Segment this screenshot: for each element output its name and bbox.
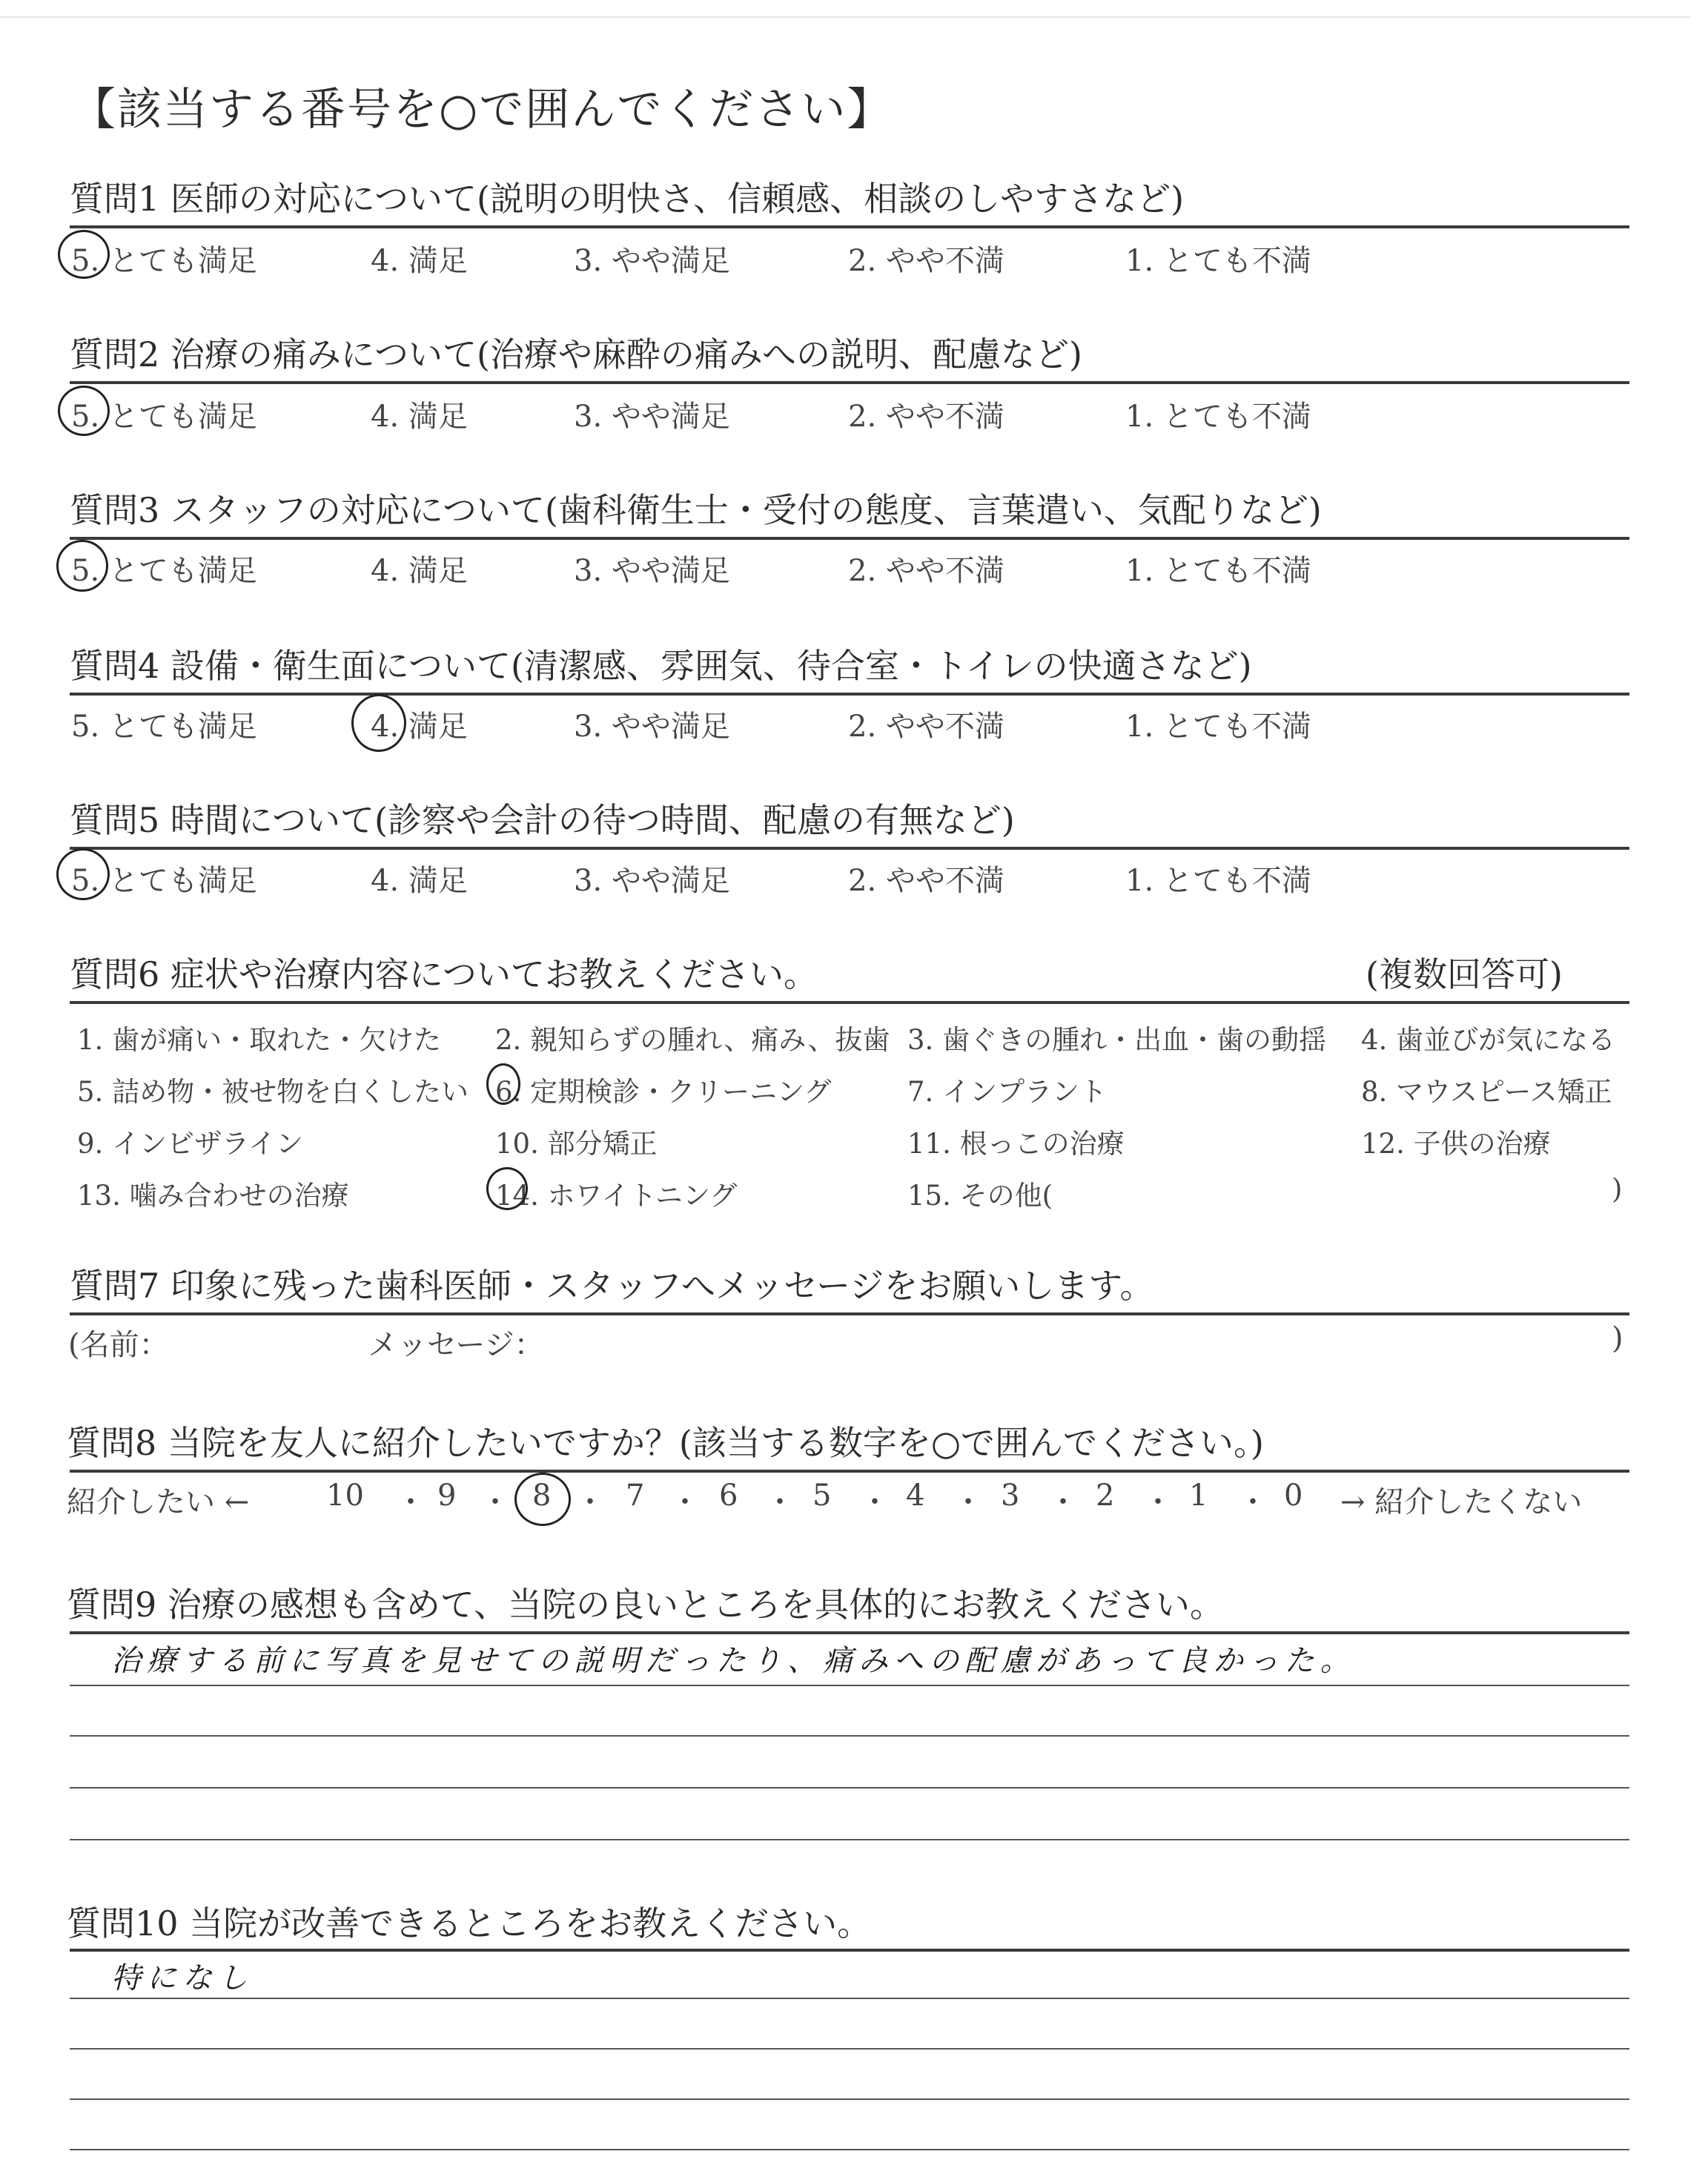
q8-dot: ・ [860, 1485, 890, 1519]
question-9-title: 質問9 治療の感想も含めて、当院の良いところを具体的にお教えください。 [67, 1585, 1224, 1625]
q9-answer-line [70, 1735, 1629, 1737]
scan-edge-line [0, 16, 1690, 18]
q6-item[interactable]: 4. 歯並びが気になる [1361, 1024, 1616, 1056]
q6-item[interactable]: 3. 歯ぐきの腫れ・出血・歯の動揺 [907, 1024, 1327, 1056]
q5-option-3[interactable]: 3. やや満足 [574, 864, 730, 898]
q8-dot: ・ [953, 1485, 983, 1519]
q6-item[interactable]: 10. 部分矯正 [495, 1128, 658, 1160]
q8-selection-circle [514, 1473, 571, 1526]
question-5-title: 質問5 時間について(診察や会計の待つ時間、配慮の有無など) [70, 800, 1015, 840]
q8-scale-value[interactable]: 1 [1189, 1479, 1208, 1513]
q3-option-4[interactable]: 4. 満足 [371, 554, 468, 588]
q1-option-5[interactable]: 5. とても満足 [71, 244, 257, 278]
q6-item[interactable]: 6. 定期検診・クリーニング [495, 1076, 832, 1108]
q4-selection-circle [351, 694, 406, 752]
q6-selection-circle-14 [486, 1167, 528, 1210]
q2-selection-circle [58, 386, 110, 436]
q1-option-1[interactable]: 1. とても不満 [1125, 244, 1311, 278]
question-8-rule [70, 1470, 1629, 1473]
question-3-title: 質問3 スタッフの対応について(歯科衛生士・受付の態度、言葉遣い、気配りなど) [70, 490, 1322, 530]
q8-dot: ・ [575, 1485, 605, 1519]
q6-item[interactable]: 13. 噛み合わせの治療 [77, 1180, 349, 1212]
q5-option-5[interactable]: 5. とても満足 [71, 864, 257, 898]
q6-other-close-paren: ) [1612, 1173, 1623, 1205]
q8-scale-value[interactable]: 6 [719, 1479, 738, 1513]
q3-option-2[interactable]: 2. やや不満 [848, 554, 1004, 588]
q1-option-2[interactable]: 2. やや不満 [848, 244, 1004, 278]
q8-dot: ・ [765, 1485, 795, 1519]
q9-answer-line [70, 1787, 1629, 1789]
q8-scale-value[interactable]: 0 [1284, 1479, 1303, 1513]
q6-selection-circle-6 [486, 1063, 520, 1105]
q8-scale-value[interactable]: 3 [1001, 1479, 1020, 1513]
question-7-title: 質問7 印象に残った歯科医師・スタッフへメッセージをお願いします。 [70, 1266, 1154, 1306]
question-3-rule [70, 537, 1629, 540]
q8-scale-value[interactable]: 7 [626, 1479, 645, 1513]
q10-answer-line [70, 1998, 1629, 1999]
q2-option-4[interactable]: 4. 満足 [371, 400, 468, 434]
q4-option-1[interactable]: 1. とても不満 [1125, 710, 1311, 744]
q1-option-4[interactable]: 4. 満足 [371, 244, 468, 278]
q10-answer-line [70, 2048, 1629, 2050]
q5-option-4[interactable]: 4. 満足 [371, 864, 468, 898]
question-6-note: (複数回答可) [1366, 954, 1563, 994]
question-6-rule [70, 1001, 1629, 1004]
q5-selection-circle [56, 848, 110, 900]
q6-item[interactable]: 8. マウスピース矯正 [1361, 1076, 1612, 1108]
q1-option-3[interactable]: 3. やや満足 [574, 244, 730, 278]
q8-scale-value[interactable]: 2 [1096, 1479, 1115, 1513]
q10-handwritten-answer: 特になし [111, 1961, 254, 1995]
q6-item[interactable]: 15. その他( [907, 1180, 1053, 1212]
q8-dot: ・ [1238, 1485, 1268, 1519]
q2-option-2[interactable]: 2. やや不満 [848, 400, 1004, 434]
page-title: 【該当する番号を○で囲んでください】 [71, 84, 893, 136]
q7-close-paren: ) [1612, 1321, 1623, 1355]
q2-option-3[interactable]: 3. やや満足 [574, 400, 730, 434]
q9-handwritten-answer: 治療する前に写真を見せての説明だったり、痛みへの配慮があって良かった。 [111, 1644, 1356, 1678]
q8-scale-value[interactable]: 5 [812, 1479, 832, 1513]
question-6-title: 質問6 症状や治療内容についてお教えください。 [70, 954, 818, 994]
q10-answer-line [70, 2098, 1629, 2100]
q6-item[interactable]: 11. 根っこの治療 [907, 1128, 1125, 1160]
q1-selection-circle [58, 230, 110, 279]
q5-option-2[interactable]: 2. やや不満 [848, 864, 1004, 898]
q3-selection-circle [56, 540, 108, 592]
q8-right-label: → 紹介したくない [1340, 1485, 1583, 1519]
q8-dot: ・ [480, 1485, 510, 1519]
q9-answer-line [70, 1685, 1629, 1686]
q8-left-label: 紹介したい ← [67, 1485, 250, 1519]
q6-item[interactable]: 7. インプラント [907, 1076, 1108, 1108]
q6-item[interactable]: 5. 詰め物・被せ物を白くしたい [77, 1076, 469, 1108]
q8-dot: ・ [396, 1485, 426, 1519]
q6-item[interactable]: 1. 歯が痛い・取れた・欠けた [77, 1024, 442, 1056]
q8-scale-value[interactable]: 10 [326, 1479, 364, 1513]
question-4-title: 質問4 設備・衛生面について(清潔感、雰囲気、待合室・トイレの快適さなど) [70, 646, 1252, 686]
q8-scale-value[interactable]: 8 [532, 1479, 552, 1513]
q2-option-1[interactable]: 1. とても不満 [1125, 400, 1311, 434]
q8-scale-value[interactable]: 9 [437, 1479, 457, 1513]
q6-item[interactable]: 2. 親知らずの腫れ、痛み、抜歯 [495, 1024, 890, 1056]
question-4-rule [70, 693, 1629, 696]
question-10-title: 質問10 当院が改善できるところをお教えください。 [67, 1903, 872, 1943]
q8-scale-value[interactable]: 4 [906, 1479, 925, 1513]
question-10-rule [70, 1949, 1629, 1952]
question-2-rule [70, 381, 1629, 384]
q3-option-5[interactable]: 5. とても満足 [71, 554, 257, 588]
q4-option-5[interactable]: 5. とても満足 [71, 710, 257, 744]
q6-item[interactable]: 14. ホワイトニング [495, 1180, 738, 1212]
q9-answer-line [70, 1839, 1629, 1840]
question-9-rule [70, 1631, 1629, 1634]
question-2-title: 質問2 治療の痛みについて(治療や麻酔の痛みへの説明、配慮など) [70, 334, 1082, 374]
question-8-title: 質問8 当院を友人に紹介したいですか？(該当する数字を○で囲んでください。) [67, 1423, 1264, 1463]
q6-item[interactable]: 12. 子供の治療 [1361, 1128, 1551, 1160]
q10-answer-line [70, 2149, 1629, 2150]
question-1-title: 質問1 医師の対応について(説明の明快さ、信頼感、相談のしやすさなど) [70, 179, 1185, 219]
q8-dot: ・ [1143, 1485, 1173, 1519]
question-5-rule [70, 847, 1629, 850]
q3-option-1[interactable]: 1. とても不満 [1125, 554, 1311, 588]
q3-option-3[interactable]: 3. やや満足 [574, 554, 730, 588]
q4-option-4[interactable]: 4. 満足 [371, 710, 468, 744]
question-1-rule [70, 225, 1629, 228]
q7-message-label: メッセージ： [368, 1328, 544, 1362]
q5-option-1[interactable]: 1. とても不満 [1125, 864, 1311, 898]
q4-option-2[interactable]: 2. やや不満 [848, 710, 1004, 744]
q4-option-3[interactable]: 3. やや満足 [574, 710, 730, 744]
question-7-rule [70, 1312, 1629, 1315]
q2-option-5[interactable]: 5. とても満足 [71, 400, 257, 434]
q6-item[interactable]: 9. インビザライン [77, 1128, 303, 1160]
q8-dot: ・ [670, 1485, 700, 1519]
q7-name-label: (名前： [68, 1328, 169, 1362]
q8-dot: ・ [1048, 1485, 1078, 1519]
